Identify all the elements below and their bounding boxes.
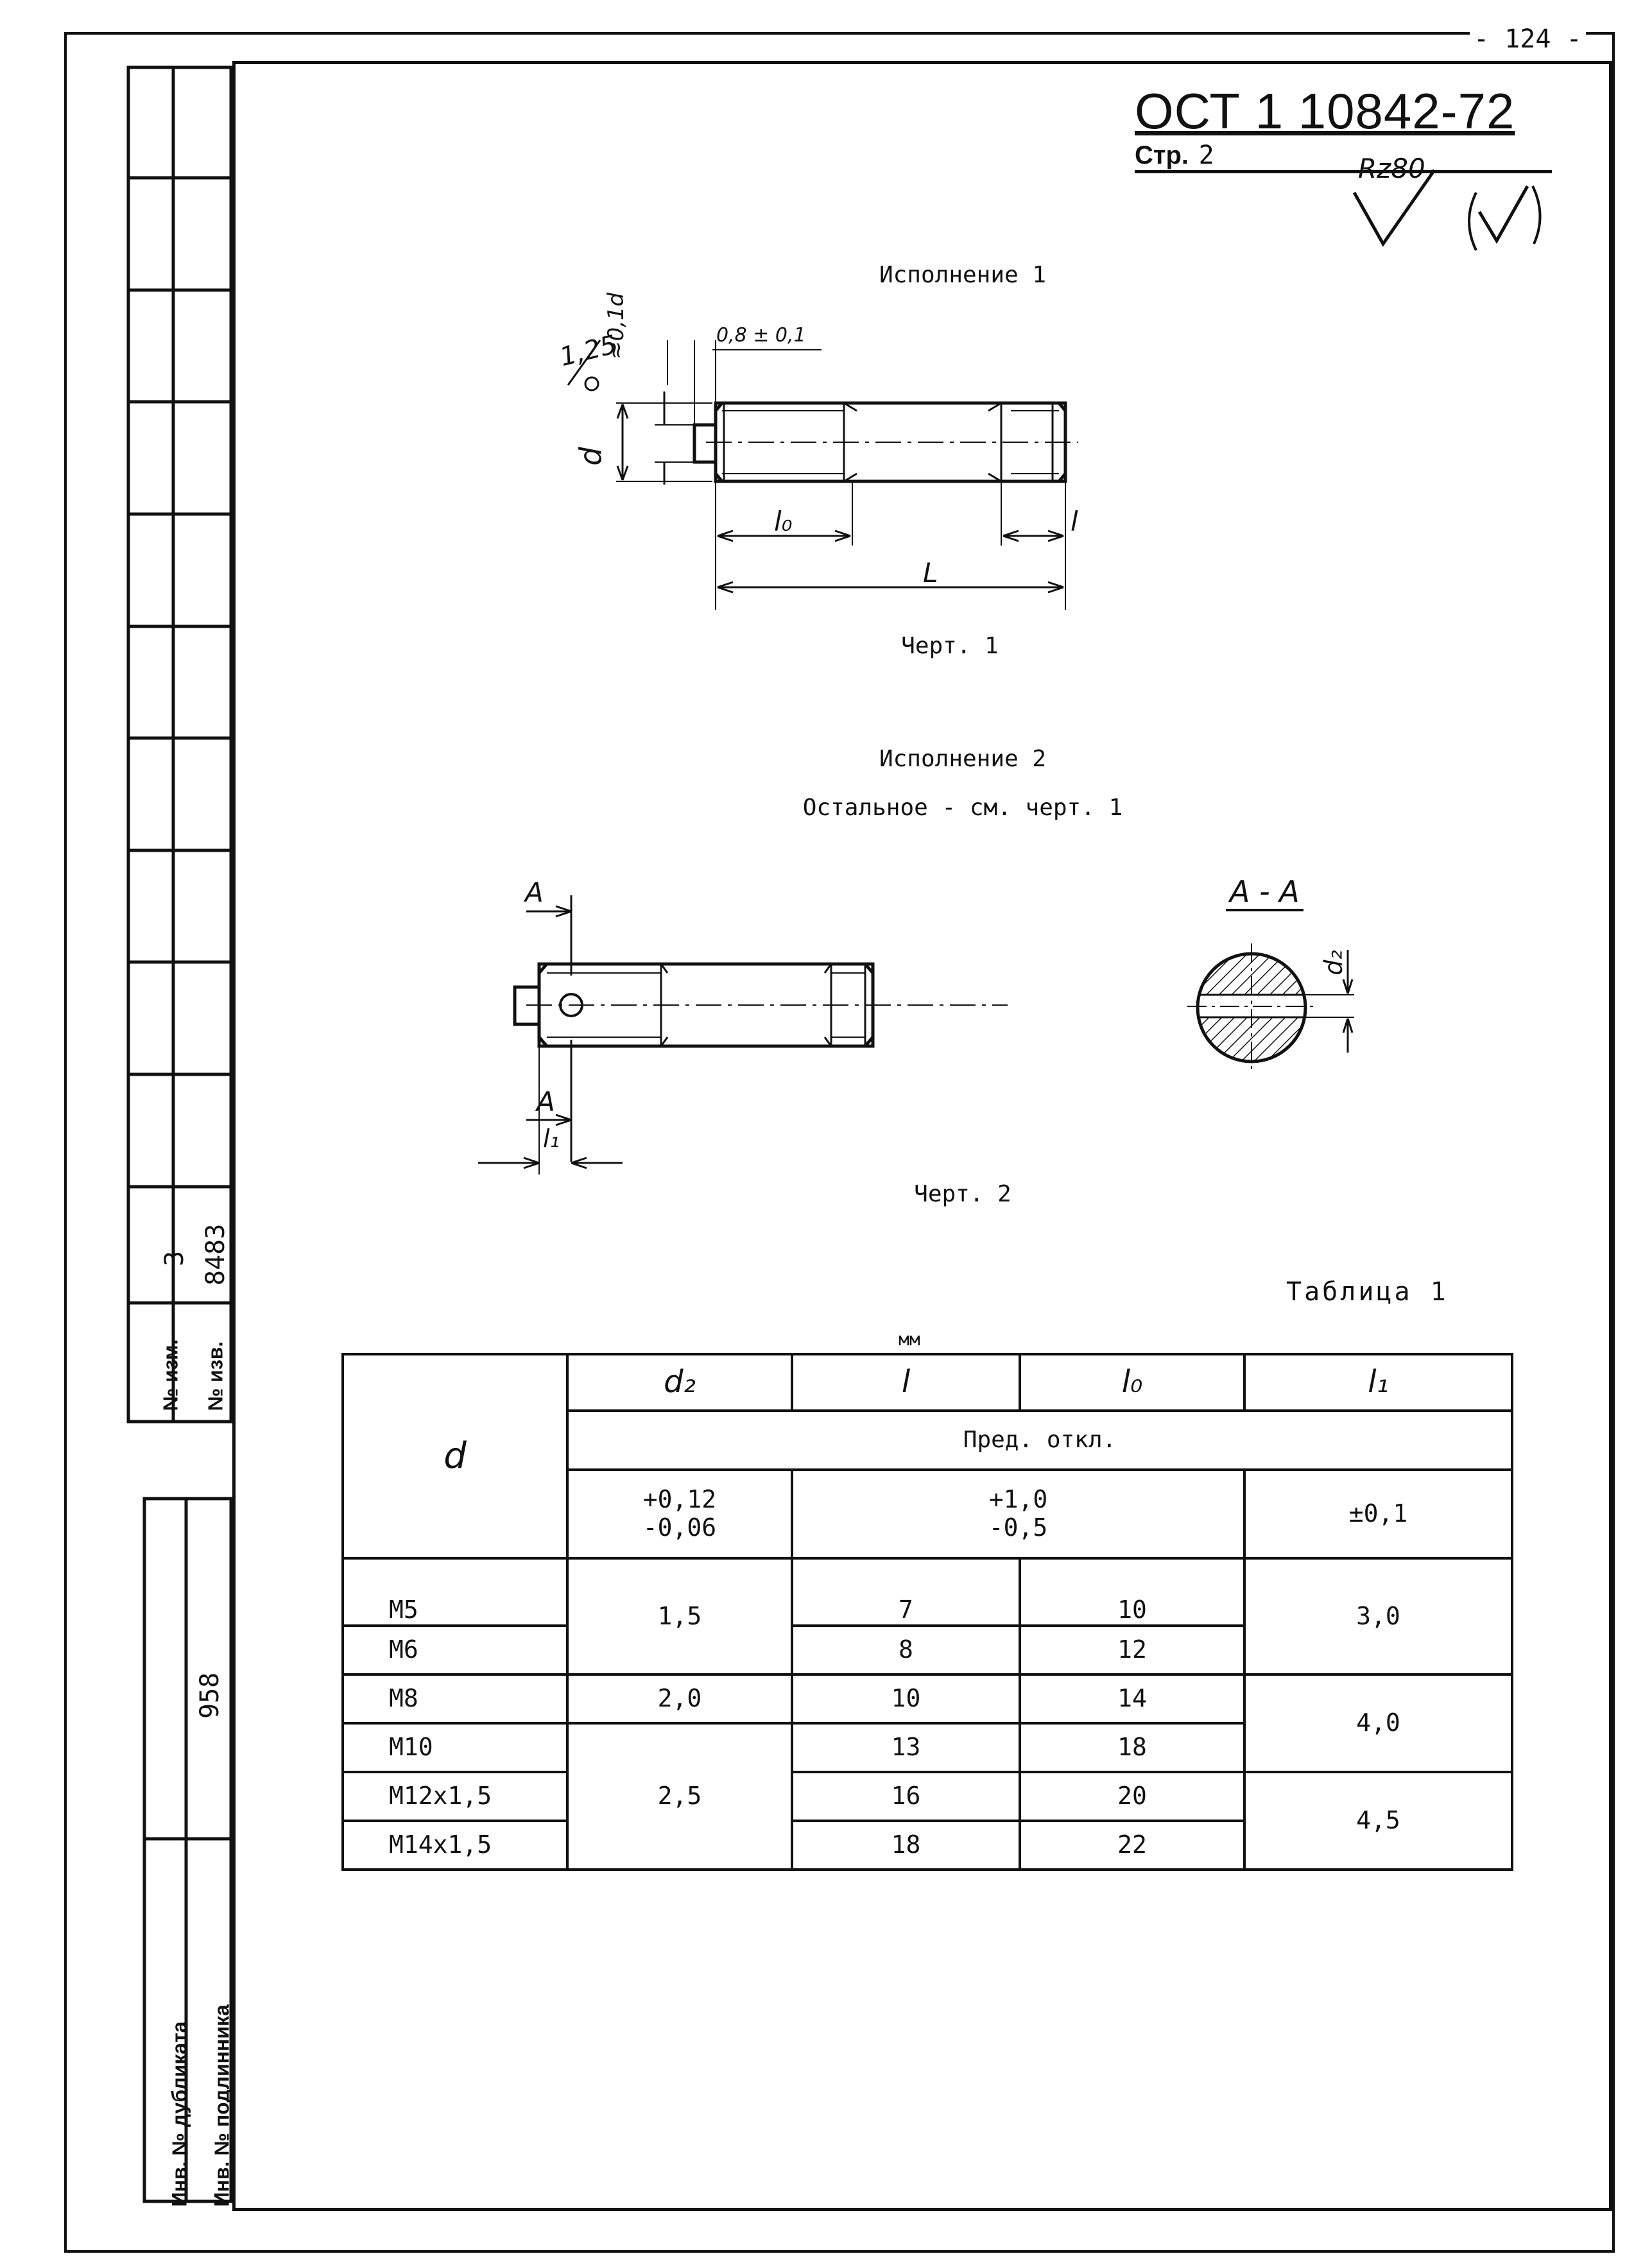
section-mark-top: A [525, 877, 544, 908]
col-header-l1: l₁ [1244, 1354, 1512, 1411]
table-cell-l: 10 [792, 1674, 1020, 1723]
table-title: Таблица 1 [1286, 1277, 1449, 1307]
table-cell-l: 7 [792, 1558, 1020, 1626]
table-cell-d: M5 [343, 1558, 567, 1626]
dim-L: L [923, 557, 938, 589]
standard-number: ОСТ 1 10842-72 [1135, 83, 1515, 139]
drawing2-caption: Черт. 2 [914, 1181, 1011, 1207]
tol-l [792, 1470, 1244, 1558]
table-cell-l: 16 [792, 1772, 1020, 1821]
section-mark-bottom: A [537, 1086, 555, 1117]
tol-d2 [567, 1470, 792, 1558]
table-cell-l0: 12 [1020, 1626, 1244, 1674]
col-header-d: d [343, 1354, 567, 1558]
standard-title [1135, 82, 1552, 173]
chamfer-dim: 1,25 [556, 329, 620, 373]
table-cell-l0: 18 [1020, 1723, 1244, 1772]
col-header-l: l [792, 1354, 1020, 1411]
table-cell-d: M12x1,5 [343, 1772, 567, 1821]
drawing1-caption: Черт. 1 [901, 633, 999, 659]
drawing2-title: Исполнение 2 [879, 746, 1047, 772]
roughness-value: Rz80 [1358, 153, 1425, 184]
tol-l-lower: -0,5 [988, 1513, 1048, 1542]
dimensions-table [341, 1353, 1513, 1871]
chamfer-note: ≈0,1d [603, 292, 629, 359]
section-title: A - A [1226, 874, 1304, 911]
tolerance-header: Пред. откл. [567, 1411, 1512, 1470]
col-header-l0: l₀ [1020, 1354, 1244, 1411]
page-number: - 124 - [1470, 24, 1586, 54]
table-cell-l1: 4,5 [1244, 1772, 1512, 1870]
table-cell-l0: 20 [1020, 1772, 1244, 1821]
tol-d2-lower: -0,06 [642, 1513, 717, 1542]
table-cell-d: M14x1,5 [343, 1821, 567, 1870]
izv-value: 8483 [201, 1223, 230, 1286]
drawing2-note: Остальное - см. черт. 1 [802, 795, 1123, 821]
table-cell-d: M8 [343, 1674, 567, 1723]
sheet-label: Стр. [1135, 141, 1189, 169]
drawing1-stud [552, 314, 1194, 610]
table-cell-l0: 22 [1020, 1821, 1244, 1870]
table-cell-d2: 2,0 [567, 1674, 792, 1723]
table-cell-d2: 1,5 [567, 1558, 792, 1674]
drawing1-title: Исполнение 1 [879, 262, 1047, 288]
table-cell-l: 8 [792, 1626, 1020, 1674]
table-cell-l: 13 [792, 1723, 1020, 1772]
dim-l0: l₀ [774, 506, 793, 537]
table-cell-l: 18 [792, 1821, 1020, 1870]
table-cell-l1: 4,0 [1244, 1674, 1512, 1772]
tol-d2-upper: +0,12 [642, 1485, 717, 1514]
tol-l-upper: +1,0 [988, 1485, 1048, 1514]
original-value: 958 [195, 1672, 225, 1719]
offset-dim: 0,8 ± 0,1 [716, 324, 806, 347]
izv-label: № изв. [203, 1341, 227, 1411]
table-cell-d: M6 [343, 1626, 567, 1674]
table-cell-d2: 2,5 [567, 1723, 792, 1870]
orig-label: Инв. № подлинника [210, 2004, 234, 2207]
tol-l1: ±0,1 [1244, 1470, 1512, 1558]
dim-d: d [573, 447, 608, 466]
side-grid [122, 61, 237, 2208]
section-view [1187, 911, 1380, 1097]
dim-d2: d₂ [1319, 950, 1348, 976]
dup-label: Инв. № дубликата [168, 2021, 191, 2207]
table-cell-l1: 3,0 [1244, 1558, 1512, 1674]
sheet-number: 2 [1198, 141, 1214, 170]
izm-value: 3 [160, 1250, 189, 1266]
table-cell-l0: 10 [1020, 1558, 1244, 1626]
roughness-symbol [1348, 167, 1553, 257]
table-cell-d: M10 [343, 1723, 567, 1772]
table-units: мм [899, 1329, 920, 1350]
izm-label: № изм. [159, 1339, 182, 1411]
dim-l1: l₁ [543, 1124, 560, 1153]
table-cell-l0: 14 [1020, 1674, 1244, 1723]
dim-l: l [1071, 506, 1078, 537]
col-header-d2: d₂ [567, 1354, 792, 1411]
